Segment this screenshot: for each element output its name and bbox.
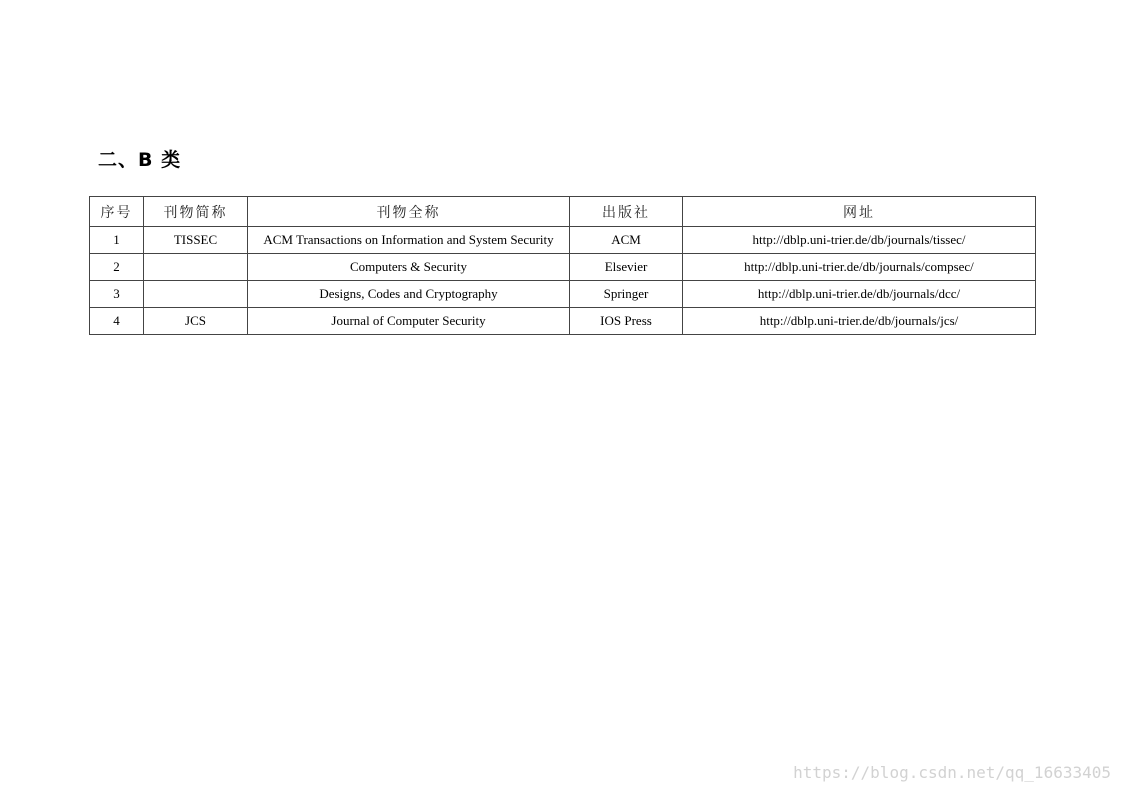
cell-url[interactable]: http://dblp.uni-trier.de/db/journals/compsec/ (683, 254, 1036, 281)
cell-full-name: Designs, Codes and Cryptography (248, 281, 570, 308)
cell-abbr (144, 281, 248, 308)
cell-abbr (144, 254, 248, 281)
watermark: https://blog.csdn.net/qq_16633405 (793, 763, 1111, 782)
cell-publisher: Elsevier (570, 254, 683, 281)
cell-full-name: Journal of Computer Security (248, 308, 570, 335)
cell-url[interactable]: http://dblp.uni-trier.de/db/journals/dcc/ (683, 281, 1036, 308)
column-header-abbr: 刊物简称 (144, 197, 248, 227)
table-header-row (90, 197, 1036, 227)
cell-url[interactable]: http://dblp.uni-trier.de/db/journals/tissec/ (683, 227, 1036, 254)
column-header-publisher: 出版社 (570, 197, 683, 227)
table-row (90, 281, 1036, 308)
column-header-index: 序号 (90, 197, 144, 227)
cell-abbr: JCS (144, 308, 248, 335)
cell-index: 4 (90, 308, 144, 335)
section-heading: 二、B 类 (98, 149, 182, 171)
column-header-full-name: 刊物全称 (248, 197, 570, 227)
cell-index: 2 (90, 254, 144, 281)
cell-abbr: TISSEC (144, 227, 248, 254)
cell-index: 3 (90, 281, 144, 308)
column-header-url: 网址 (683, 197, 1036, 227)
table-row (90, 308, 1036, 335)
cell-publisher: IOS Press (570, 308, 683, 335)
cell-full-name: ACM Transactions on Information and System Security (248, 227, 570, 254)
cell-full-name: Computers & Security (248, 254, 570, 281)
table-row (90, 227, 1036, 254)
cell-index: 1 (90, 227, 144, 254)
cell-publisher: Springer (570, 281, 683, 308)
cell-publisher: ACM (570, 227, 683, 254)
cell-url[interactable]: http://dblp.uni-trier.de/db/journals/jcs/ (683, 308, 1036, 335)
table-row (90, 254, 1036, 281)
journal-table (89, 196, 1036, 335)
